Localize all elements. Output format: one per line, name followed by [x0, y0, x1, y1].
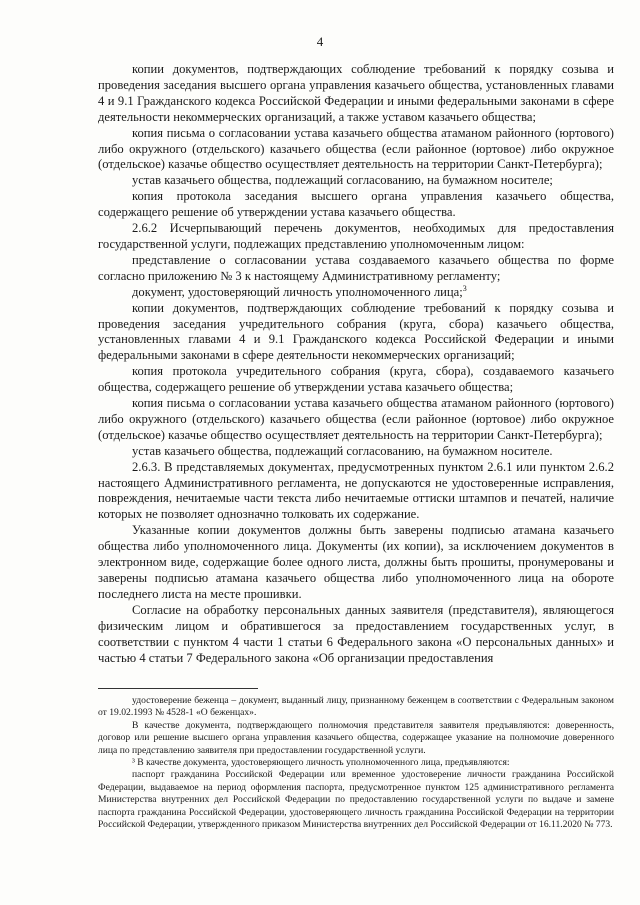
page-number: 4 [316, 34, 324, 49]
paragraph: копии документов, подтверждающих соблюдение требований к порядку созыва и проведения заседания высшего органа управления казачьего общества, установленных главами 4 и 9.1 Гражданского кодекса Российской Федерации и иными федеральными законами в сфере деятельности некоммерческих организаций, а также уставом казачьего общества; [98, 62, 614, 124]
document-body [98, 62, 614, 666]
footnote-reference: 3 [462, 283, 467, 293]
paragraph: 2.6.2 Исчерпывающий перечень документов, необходимых для предоставления государственной услуги, подлежащих представлению уполномоченным лицом: [98, 221, 614, 251]
footnote: удостоверение беженца – документ, выданный лицу, признанному беженцем в соответствии с Федеральным законом от 19.02.1993 № 4528-1 «О беженцах». [98, 695, 614, 719]
footnotes [98, 695, 614, 831]
footnote: В качестве документа, подтверждающего полномочия представителя заявителя предъявляются: доверенность, договор или решение высшего органа управления казачьего общества, содержащее указание на полномочие доверенного лица по представлению заявителя при предоставлении государственной услуги. [98, 719, 614, 756]
footnote: паспорт гражданина Российской Федерации или временное удостоверение личности гражданина Российской Федерации, выдаваемое на период оформления паспорта, предусмотренное пунктом 125 административного регламента Министерства внутренних дел Российской Федерации по предоставлению государственной услуги по выдаче и замене паспорта гражданина Российской Федерации, удостоверяющего личность гражданина Российской Федерации на территории Российской Федерации, утвержденного приказом Министерства внутренних дел Российской Федерации от 16.11.2020 № 773. [98, 769, 614, 831]
paragraph-with-footnote [98, 285, 614, 301]
paragraph: устав казачьего общества, подлежащий согласованию, на бумажном носителе; [132, 173, 553, 188]
paragraph: 2.6.3. В представляемых документах, предусмотренных пунктом 2.6.1 или пунктом 2.6.2 настоящего Административного регламента, не допускаются не удостоверенные исправления, повреждения, нечитаемые части текста либо нечитаемые оттиски штампов и печатей, наличие которых не позволяет однозначно толковать их содержание. [98, 459, 614, 522]
paragraph: копия протокола заседания высшего органа управления казачьего общества, содержащего решение об утверждении устава казачьего общества. [98, 189, 614, 220]
paragraph: представление о согласовании устава создаваемого казачьего общества по форме согласно приложению № 3 к настоящему Административному регламенту; [98, 252, 614, 283]
paragraph: копия протокола учредительного собрания (круга, сбора), создаваемого казачьего общества, содержащего решение об утверждении устава казачьего общества; [98, 364, 614, 395]
footnote: ³ В качестве документа, удостоверяющего личность уполномоченного лица, предъявляются: [132, 757, 510, 769]
paragraph: копии документов, подтверждающих соблюдение требований к порядку созыва и проведения заседания учредительного собрания (круга, сбора) казачьего общества, установленных главами 4 и 9.1 Гражданского кодекса Российской Федерации и иными федеральными законами в сфере деятельности некоммерческих организаций; [98, 300, 614, 363]
paragraph: устав казачьего общества, подлежащий согласованию, на бумажном носителе. [132, 443, 553, 458]
paragraph: Указанные копии документов должны быть заверены подписью атамана казачьего общества либо уполномоченного лица. Документы (их копии), за исключением документов в электронном виде, содержащие более одного листа, должны быть прошиты, пронумерованы и заверены подписью атамана казачьего общества либо уполномоченного лица на обороте последнего листа на месте прошивки. [98, 523, 614, 601]
footnote-separator [98, 688, 258, 689]
paragraph: копия письма о согласовании устава казачьего общества атаманом районного (юртового) либо окружного (отдельского) казачьего общества (если районное (юртовое) либо окружное (отдельское) казачье общество осуществляет деятельность на территории Санкт-Петербурга); [98, 396, 614, 442]
paragraph-text: документ, удостоверяющий личность уполномоченного лица; [132, 284, 463, 299]
paragraph: копия письма о согласовании устава казачьего общества атаманом районного (юртового) либо окружного (отдельского) казачьего общества (если районное (юртовое) либо окружное (отдельское) казачье общество осуществляет деятельность на территории Санкт-Петербурга); [98, 125, 614, 172]
paragraph: Согласие на обработку персональных данных заявителя (представителя), являющегося физическим лицом и обратившегося за предоставлением государственных услуг, в соответствии с пунктом 4 части 1 статьи 6 Федерального закона «О персональных данных» и частью 4 статьи 7 Федерального закона «Об организации предоставления [98, 602, 614, 665]
